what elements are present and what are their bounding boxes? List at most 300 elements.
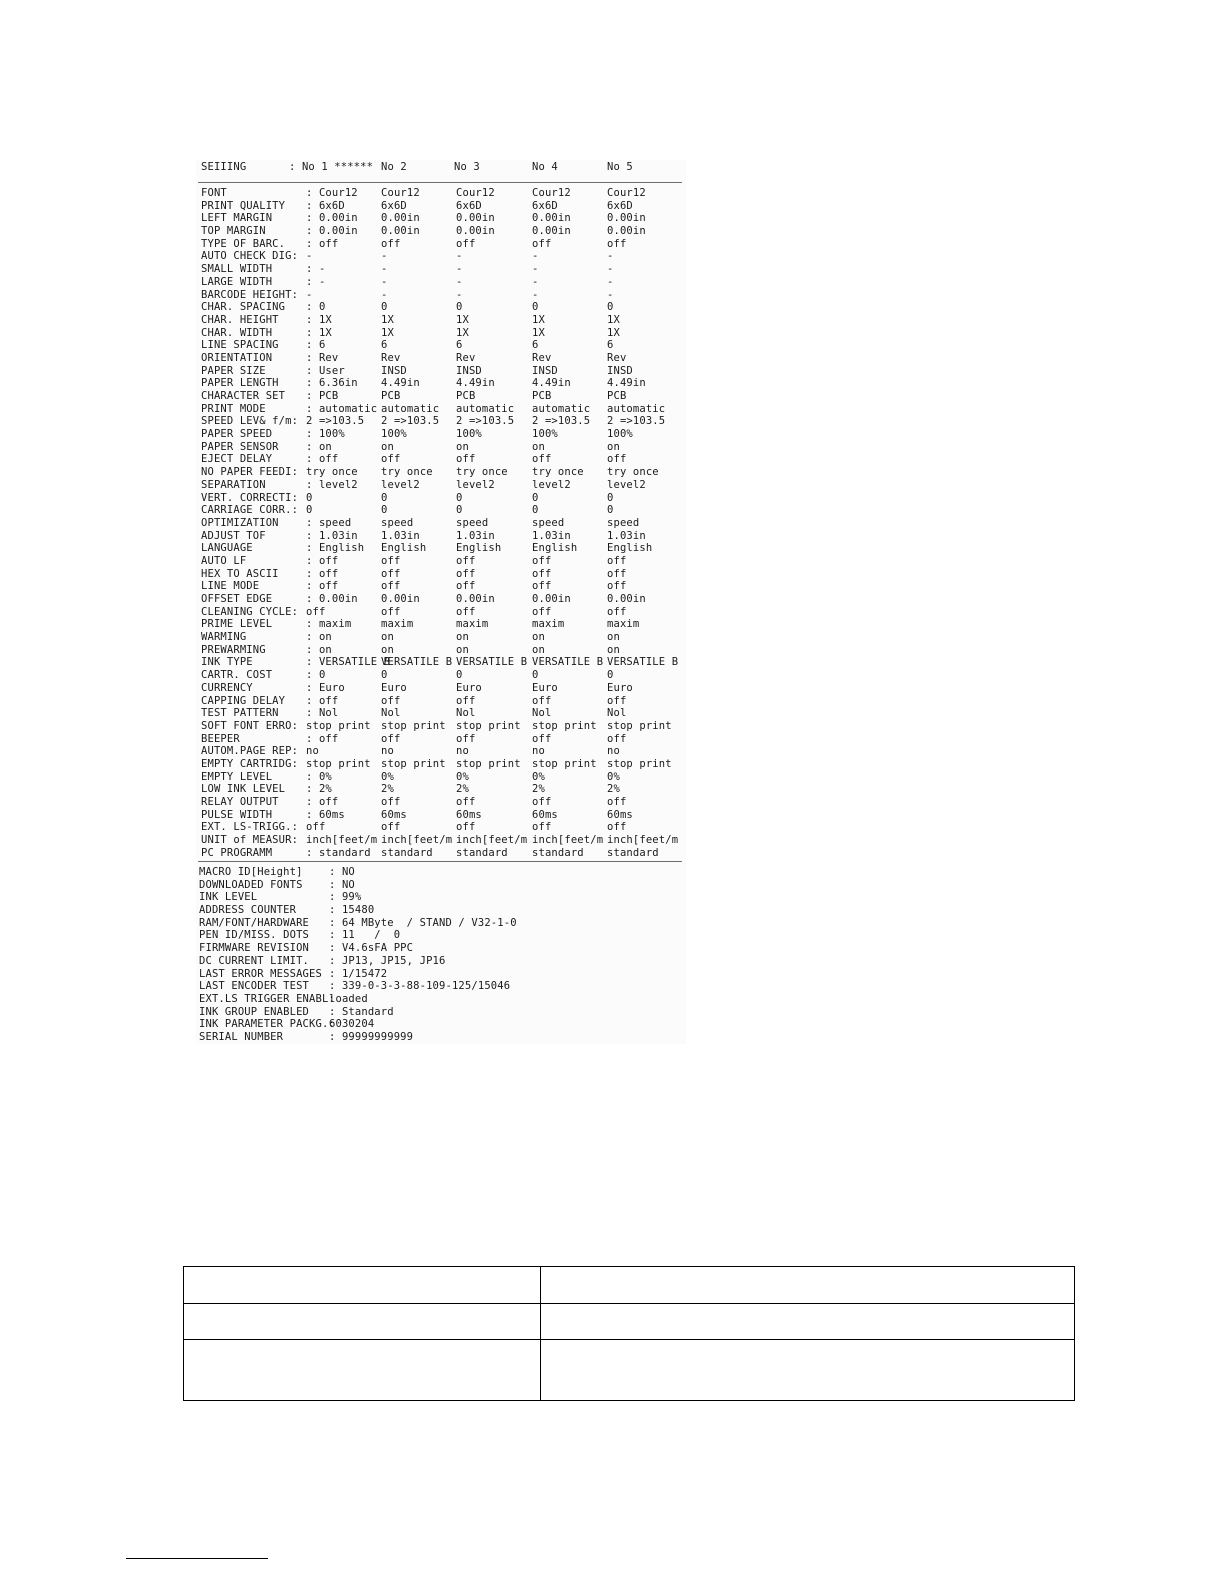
setting-value-no2: 0.00in — [381, 593, 420, 605]
setting-value-no3: off — [456, 732, 476, 745]
setting-label: PAPER SPEED — [201, 428, 273, 441]
status-value: : 15480 — [329, 904, 375, 917]
setting-value-no5: 1X — [607, 313, 620, 326]
setting-value-no3: standard — [456, 846, 508, 859]
setting-value-no1: off — [306, 605, 326, 618]
setting-value-no3: INSD — [456, 364, 482, 377]
setting-value-no4: - — [532, 275, 539, 288]
setting-value-no5: Cour12 — [607, 187, 646, 199]
setting-value-no5: 4.49in — [607, 377, 646, 390]
setting-label: CHAR. HEIGHT — [201, 313, 279, 326]
table-row — [184, 1304, 1075, 1340]
setting-value-no3: off — [456, 554, 476, 567]
setting-value-no4: 2% — [532, 783, 545, 796]
setting-value-no1: off — [306, 821, 326, 834]
setting-label: PULSE WIDTH — [201, 808, 273, 821]
setting-label: LANGUAGE — [201, 542, 253, 555]
setting-value-no5: 0 — [607, 669, 614, 682]
setting-value-no2: 0% — [381, 770, 394, 783]
setting-label: RELAY OUTPUT — [201, 796, 279, 808]
setting-value-no1: : - — [306, 263, 326, 276]
setting-value-no3: off — [456, 694, 476, 707]
setting-value-no3: 0 — [456, 504, 463, 517]
setting-value-no2: VERSATILE B — [381, 656, 453, 669]
setting-value-no4: Nol — [532, 707, 552, 720]
setting-label: TEST PATTERN — [201, 707, 279, 720]
setting-value-no5: Rev — [607, 351, 627, 364]
setting-label: CHAR. WIDTH — [201, 326, 273, 339]
setting-value-no1: : off — [306, 796, 339, 808]
setting-value-no2: PCB — [381, 390, 401, 402]
header-divider — [198, 182, 682, 183]
setting-label: EXT. LS-TRIGG.: — [201, 821, 299, 834]
setting-value-no2: automatic — [381, 402, 440, 415]
settings-printout-scan — [196, 160, 686, 1044]
setting-value-no5: INSD — [607, 364, 633, 377]
setting-value-no3: 1X — [456, 326, 469, 339]
setting-value-no1: no — [306, 745, 319, 758]
setting-value-no1: : VERSATILE B — [306, 656, 391, 669]
setting-value-no5: off — [607, 821, 627, 834]
status-divider — [198, 861, 682, 862]
setting-value-no5: 0.00in — [607, 212, 646, 225]
setting-value-no4: - — [532, 288, 539, 301]
status-label: DC CURRENT LIMIT. — [199, 954, 310, 967]
setting-value-no1: : automatic — [306, 402, 378, 415]
setting-value-no4: 0 — [532, 491, 539, 504]
setting-value-no2: on — [381, 631, 394, 644]
setting-value-no4: off — [532, 796, 552, 808]
setting-value-no2: 0.00in — [381, 212, 420, 225]
setting-value-no1: : on — [306, 643, 332, 656]
setting-value-no5: on — [607, 631, 620, 644]
setting-value-no3: - — [456, 288, 463, 301]
setting-value-no2: off — [381, 567, 401, 580]
header-no4: No 4 — [532, 161, 558, 173]
setting-value-no1: - — [306, 288, 313, 301]
table-row — [184, 1340, 1075, 1401]
setting-value-no5: off — [607, 732, 627, 745]
setting-value-no5: PCB — [607, 390, 627, 402]
setting-value-no4: standard — [532, 846, 584, 859]
setting-value-no5: 0% — [607, 770, 620, 783]
setting-value-no3: off — [456, 796, 476, 808]
setting-label: EJECT DELAY — [201, 453, 273, 466]
setting-value-no2: Euro — [381, 681, 407, 694]
setting-value-no3: 0.00in — [456, 593, 495, 605]
setting-value-no2: maxim — [381, 618, 414, 631]
setting-value-no3: stop print — [456, 719, 521, 732]
setting-value-no4: Cour12 — [532, 187, 571, 199]
footnote-rule — [126, 1558, 268, 1559]
setting-value-no4: stop print — [532, 719, 597, 732]
setting-value-no3: PCB — [456, 390, 476, 402]
table-cell — [184, 1267, 541, 1304]
setting-value-no3: 0.00in — [456, 225, 495, 238]
setting-value-no4: 1X — [532, 326, 545, 339]
setting-label: TOP MARGIN — [201, 225, 266, 238]
setting-value-no3: maxim — [456, 618, 489, 631]
setting-value-no3: no — [456, 745, 469, 758]
setting-value-no3: automatic — [456, 402, 515, 415]
setting-value-no1: - — [306, 250, 313, 263]
setting-value-no5: off — [607, 796, 627, 808]
status-value: : 99% — [329, 891, 362, 904]
setting-value-no4: Euro — [532, 681, 558, 694]
setting-value-no1: : 1X — [306, 313, 332, 326]
setting-value-no4: 1X — [532, 313, 545, 326]
setting-value-no4: off — [532, 453, 552, 466]
setting-value-no5: 6 — [607, 339, 614, 352]
status-value: : V4.6sFA PPC — [329, 942, 414, 955]
setting-value-no1: try once — [306, 466, 358, 479]
table-cell — [184, 1304, 541, 1340]
setting-value-no3: on — [456, 440, 469, 453]
setting-value-no5: maxim — [607, 618, 640, 631]
setting-value-no3: on — [456, 631, 469, 644]
setting-value-no1: : off — [306, 694, 339, 707]
setting-value-no3: - — [456, 275, 463, 288]
setting-label: AUTO CHECK DIG: — [201, 250, 299, 263]
setting-value-no1: 0 — [306, 491, 313, 504]
setting-value-no2: off — [381, 605, 401, 618]
setting-value-no2: 6 — [381, 339, 388, 352]
setting-value-no4: off — [532, 567, 552, 580]
header-no5: No 5 — [607, 161, 633, 173]
setting-value-no3: off — [456, 567, 476, 580]
setting-value-no3: on — [456, 643, 469, 656]
setting-label: CAPPING DELAY — [201, 694, 286, 707]
setting-value-no5: 0 — [607, 301, 614, 314]
setting-value-no2: 100% — [381, 428, 407, 441]
setting-value-no2: no — [381, 745, 394, 758]
setting-value-no4: stop print — [532, 757, 597, 770]
setting-label: AUTO LF — [201, 554, 247, 567]
setting-label: PRINT MODE — [201, 402, 266, 415]
setting-label: CLEANING CYCLE: — [201, 605, 299, 618]
setting-label: VERT. CORRECTI: — [201, 491, 299, 504]
setting-value-no3: Nol — [456, 707, 476, 720]
setting-value-no5: 6x6D — [607, 199, 633, 212]
setting-value-no2: off — [381, 694, 401, 707]
table-cell — [541, 1267, 1075, 1304]
setting-value-no5: off — [607, 554, 627, 567]
setting-value-no3: VERSATILE B — [456, 656, 528, 669]
setting-value-no5: - — [607, 263, 614, 276]
setting-value-no4: - — [532, 250, 539, 263]
setting-value-no1: : Rev — [306, 351, 339, 364]
setting-label: EMPTY CARTRIDG: — [201, 757, 299, 770]
setting-value-no2: 2 =>103.5 — [381, 415, 440, 428]
setting-value-no5: off — [607, 453, 627, 466]
setting-label: BEEPER — [201, 732, 240, 745]
setting-value-no2: Cour12 — [381, 187, 420, 199]
setting-value-no5: - — [607, 250, 614, 263]
setting-value-no1: : speed — [306, 516, 352, 529]
setting-value-no3: Rev — [456, 351, 476, 364]
setting-value-no4: off — [532, 237, 552, 250]
setting-value-no3: off — [456, 580, 476, 593]
setting-value-no5: 1.03in — [607, 529, 646, 542]
setting-value-no2: 0 — [381, 491, 388, 504]
setting-value-no5: 100% — [607, 428, 633, 441]
setting-value-no4: 0.00in — [532, 225, 571, 238]
setting-value-no1: : off — [306, 453, 339, 466]
setting-label: LOW INK LEVEL — [201, 783, 286, 796]
setting-value-no4: 6x6D — [532, 199, 558, 212]
setting-value-no4: 0 — [532, 504, 539, 517]
setting-label: UNIT of MEASUR: — [201, 834, 299, 847]
setting-value-no2: INSD — [381, 364, 407, 377]
setting-label: SMALL WIDTH — [201, 263, 273, 276]
table-cell — [541, 1340, 1075, 1401]
setting-value-no5: - — [607, 275, 614, 288]
setting-value-no2: inch[feet/m — [381, 834, 453, 847]
setting-value-no3: stop print — [456, 757, 521, 770]
setting-value-no5: stop print — [607, 719, 672, 732]
setting-value-no5: 0.00in — [607, 593, 646, 605]
setting-value-no5: 60ms — [607, 808, 633, 821]
setting-label: PRINT QUALITY — [201, 199, 286, 212]
setting-value-no2: 0 — [381, 669, 388, 682]
setting-value-no2: off — [381, 453, 401, 466]
status-value: : Standard — [329, 1005, 394, 1018]
setting-value-no3: Cour12 — [456, 187, 495, 199]
setting-value-no1: : off — [306, 554, 339, 567]
setting-value-no2: standard — [381, 846, 433, 859]
setting-value-no3: Euro — [456, 681, 482, 694]
setting-label: INK TYPE — [201, 656, 253, 669]
setting-value-no2: off — [381, 732, 401, 745]
status-label: INK LEVEL — [199, 891, 258, 904]
setting-value-no2: 60ms — [381, 808, 407, 821]
setting-value-no1: : 100% — [306, 428, 345, 441]
setting-value-no5: VERSATILE B — [607, 656, 679, 669]
header-no2: No 2 — [381, 161, 407, 173]
status-label: INK GROUP ENABLED — [199, 1005, 310, 1018]
setting-value-no1: inch[feet/m — [306, 834, 378, 847]
setting-value-no5: 2% — [607, 783, 620, 796]
setting-value-no4: 0% — [532, 770, 545, 783]
setting-value-no1: : level2 — [306, 478, 358, 491]
setting-value-no4: - — [532, 263, 539, 276]
setting-value-no1: : 0 — [306, 301, 326, 314]
setting-value-no2: level2 — [381, 478, 420, 491]
setting-value-no3: 0 — [456, 301, 463, 314]
setting-value-no5: speed — [607, 516, 640, 529]
status-value: 6030204 — [329, 1018, 375, 1031]
status-value: : 64 MByte / STAND / V32-1-0 — [329, 916, 517, 929]
setting-value-no1: stop print — [306, 719, 371, 732]
setting-value-no3: - — [456, 263, 463, 276]
header-no1: : No 1 ****** — [289, 161, 374, 173]
setting-value-no4: on — [532, 631, 545, 644]
setting-label: BARCODE HEIGHT: — [201, 288, 299, 301]
setting-value-no4: INSD — [532, 364, 558, 377]
setting-label: OFFSET EDGE — [201, 593, 273, 605]
setting-value-no4: off — [532, 821, 552, 834]
status-value: : 339-0-3-3-88-109-125/15046 — [329, 980, 511, 993]
setting-value-no2: 0.00in — [381, 225, 420, 238]
setting-value-no1: : on — [306, 631, 332, 644]
setting-value-no2: off — [381, 821, 401, 834]
setting-value-no4: PCB — [532, 390, 552, 402]
setting-value-no1: : User — [306, 364, 345, 377]
setting-value-no4: maxim — [532, 618, 565, 631]
setting-value-no3: 0 — [456, 491, 463, 504]
setting-value-no2: Rev — [381, 351, 401, 364]
setting-value-no4: off — [532, 554, 552, 567]
status-label: DOWNLOADED FONTS — [199, 878, 303, 891]
setting-value-no1: : 0.00in — [306, 212, 358, 225]
setting-value-no4: 0.00in — [532, 212, 571, 225]
setting-value-no3: off — [456, 453, 476, 466]
setting-value-no2: English — [381, 542, 427, 555]
table-cell — [541, 1304, 1075, 1340]
setting-label: SPEED LEV& f/m: — [201, 415, 299, 428]
setting-value-no1: : off — [306, 580, 339, 593]
setting-value-no4: automatic — [532, 402, 591, 415]
setting-value-no5: try once — [607, 466, 659, 479]
setting-value-no5: - — [607, 288, 614, 301]
setting-value-no4: Rev — [532, 351, 552, 364]
setting-value-no1: 2 =>103.5 — [306, 415, 365, 428]
status-value: : 99999999999 — [329, 1030, 414, 1043]
setting-value-no3: level2 — [456, 478, 495, 491]
setting-value-no5: 1X — [607, 326, 620, 339]
setting-value-no2: 2% — [381, 783, 394, 796]
setting-value-no2: - — [381, 250, 388, 263]
setting-value-no2: off — [381, 554, 401, 567]
setting-value-no3: 60ms — [456, 808, 482, 821]
table-row — [184, 1267, 1075, 1304]
setting-label: PC PROGRAMM — [201, 846, 273, 859]
status-label: INK PARAMETER PACKG.: — [199, 1018, 335, 1031]
status-label: LAST ERROR MESSAGES — [199, 967, 322, 980]
setting-value-no3: - — [456, 250, 463, 263]
status-label: MACRO ID[Height] — [199, 866, 303, 878]
setting-value-no1: 0 — [306, 504, 313, 517]
setting-value-no5: off — [607, 567, 627, 580]
setting-label: SOFT FONT ERRO: — [201, 719, 299, 732]
setting-label: LEFT MARGIN — [201, 212, 273, 225]
setting-value-no2: on — [381, 643, 394, 656]
setting-value-no4: on — [532, 440, 545, 453]
setting-value-no3: 4.49in — [456, 377, 495, 390]
setting-label: PAPER LENGTH — [201, 377, 279, 390]
setting-value-no5: English — [607, 542, 653, 555]
setting-value-no2: try once — [381, 466, 433, 479]
setting-value-no1: : standard — [306, 846, 371, 859]
blank-form-table — [183, 1266, 1075, 1401]
setting-value-no1: : maxim — [306, 618, 352, 631]
setting-value-no3: 6x6D — [456, 199, 482, 212]
setting-label: ADJUST TOF — [201, 529, 266, 542]
setting-value-no3: 1X — [456, 313, 469, 326]
setting-value-no4: 1.03in — [532, 529, 571, 542]
setting-value-no4: off — [532, 732, 552, 745]
setting-value-no5: no — [607, 745, 620, 758]
setting-value-no5: Euro — [607, 681, 633, 694]
setting-value-no4: try once — [532, 466, 584, 479]
setting-value-no1: : 6 — [306, 339, 326, 352]
setting-value-no4: off — [532, 694, 552, 707]
setting-label: SEPARATION — [201, 478, 266, 491]
setting-value-no4: 60ms — [532, 808, 558, 821]
setting-value-no4: 6 — [532, 339, 539, 352]
setting-label: AUTOM.PAGE REP: — [201, 745, 299, 758]
setting-value-no4: 4.49in — [532, 377, 571, 390]
setting-label: PAPER SIZE — [201, 364, 266, 377]
setting-label: CARRIAGE CORR.: — [201, 504, 299, 517]
setting-value-no5: off — [607, 605, 627, 618]
setting-value-no2: stop print — [381, 757, 446, 770]
setting-value-no1: : 1.03in — [306, 529, 358, 542]
setting-label: EMPTY LEVEL — [201, 770, 273, 783]
setting-value-no3: 2 =>103.5 — [456, 415, 515, 428]
setting-value-no2: off — [381, 796, 401, 808]
setting-value-no4: VERSATILE B — [532, 656, 604, 669]
setting-label: OPTIMIZATION — [201, 516, 279, 529]
setting-label: LINE MODE — [201, 580, 260, 593]
setting-value-no1: : 2% — [306, 783, 332, 796]
setting-label: PAPER SENSOR — [201, 440, 279, 453]
setting-value-no3: 2% — [456, 783, 469, 796]
status-value: : NO — [329, 866, 355, 878]
setting-value-no3: off — [456, 237, 476, 250]
status-value: : 1/15472 — [329, 967, 388, 980]
setting-value-no5: stop print — [607, 757, 672, 770]
setting-value-no1: : off — [306, 732, 339, 745]
setting-label: HEX TO ASCII — [201, 567, 279, 580]
status-label: EXT.LS TRIGGER ENABL: — [199, 992, 335, 1005]
setting-value-no4: off — [532, 580, 552, 593]
setting-value-no4: English — [532, 542, 578, 555]
setting-value-no2: 1X — [381, 326, 394, 339]
setting-value-no5: off — [607, 694, 627, 707]
setting-value-no1: : Euro — [306, 681, 345, 694]
setting-value-no1: : Cour12 — [306, 187, 358, 199]
setting-value-no2: 1.03in — [381, 529, 420, 542]
setting-value-no4: 100% — [532, 428, 558, 441]
setting-value-no1: : 0.00in — [306, 593, 358, 605]
setting-value-no1: : 0 — [306, 669, 326, 682]
setting-value-no1: : off — [306, 567, 339, 580]
setting-label: CURRENCY — [201, 681, 253, 694]
setting-value-no3: 0% — [456, 770, 469, 783]
setting-value-no1: : 0% — [306, 770, 332, 783]
setting-value-no4: on — [532, 643, 545, 656]
setting-value-no1: : 60ms — [306, 808, 345, 821]
setting-value-no2: - — [381, 263, 388, 276]
setting-label: LARGE WIDTH — [201, 275, 273, 288]
setting-value-no5: 2 =>103.5 — [607, 415, 666, 428]
setting-label: PRIME LEVEL — [201, 618, 273, 631]
setting-value-no1: : off — [306, 237, 339, 250]
setting-value-no5: on — [607, 643, 620, 656]
setting-value-no1: : 6x6D — [306, 199, 345, 212]
setting-value-no1: : English — [306, 542, 365, 555]
status-value: : JP13, JP15, JP16 — [329, 954, 446, 967]
setting-label: LINE SPACING — [201, 339, 279, 352]
setting-value-no3: 0 — [456, 669, 463, 682]
status-value: : 11 / 0 — [329, 929, 401, 942]
setting-value-no1: : 0.00in — [306, 225, 358, 238]
setting-value-no4: off — [532, 605, 552, 618]
setting-value-no2: off — [381, 580, 401, 593]
setting-value-no2: 0 — [381, 301, 388, 314]
setting-value-no3: English — [456, 542, 502, 555]
